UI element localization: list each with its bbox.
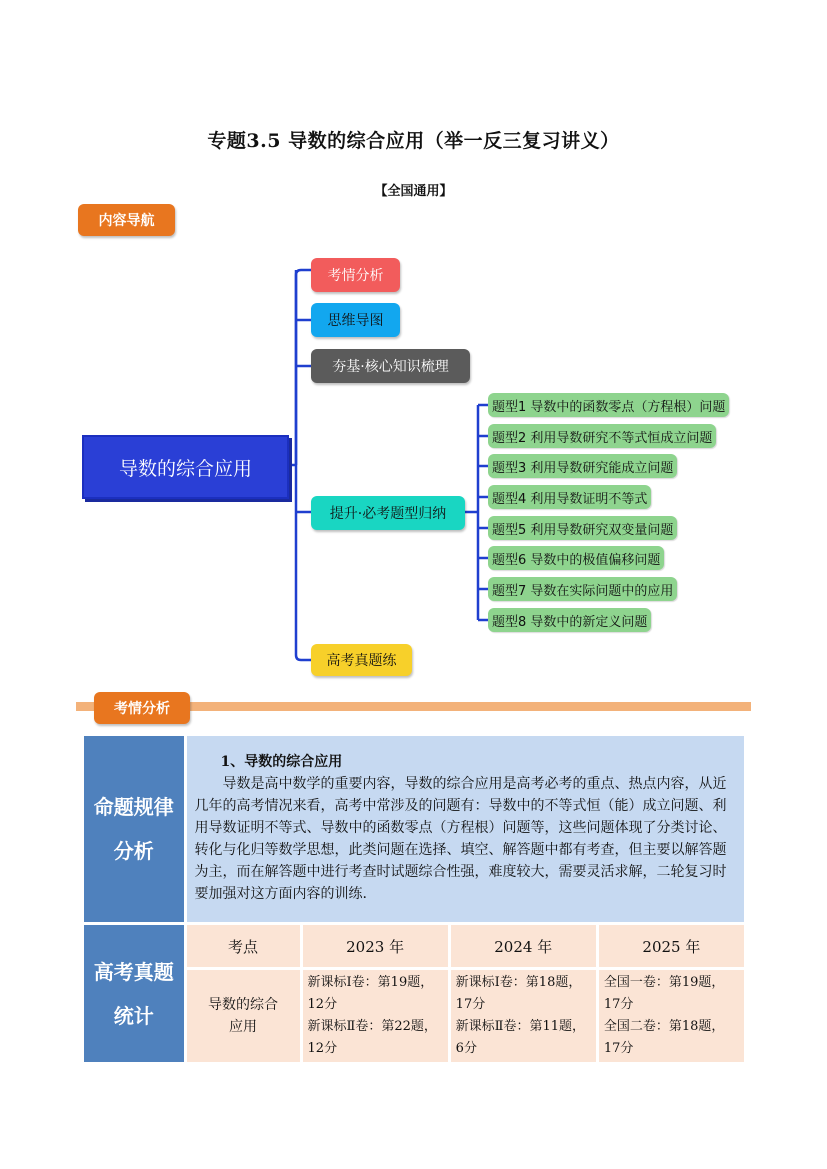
leaf-question-type-2: 题型2 利用导数研究不等式恒成立问题 [488, 424, 716, 448]
analysis-body: 导数是高中数学的重要内容，导数的综合应用是高考必考的重点、热点内容，从近几年的高考情况来看，高考中常涉及的问题有：导数中的不等式恒（能）成立问题、利用导数证明不等式、导数中的函数零点（方程根）问题等，这些问题体现了分类讨论、转化与化归等数学思想，此类问题在选择、填空、解答题中都有考查，但主要以解答题为主，而在解答题中进行考查时试题综合性强，难度较大，需要灵活求解，二轮复习时要加强对这方面内容的训练. [194, 776, 727, 902]
cell-line: 全国一卷：第19题， [603, 975, 725, 990]
page-subtitle: 【全国通用】 [374, 184, 453, 199]
content-nav-tag: 内容导航 [78, 204, 175, 236]
mindmap-root: 导数的综合应用 [82, 435, 289, 499]
cell-line: 新课标Ⅱ卷：第11题， [455, 1019, 586, 1034]
branch-exam-analysis: 考情分析 [311, 258, 400, 292]
header-topic: 考点 [187, 925, 300, 967]
topic-cell [187, 970, 300, 1062]
header-2023: 2023 年 [303, 925, 448, 967]
analysis-label-line-1: 命题规律 [93, 795, 174, 819]
analysis-table [81, 733, 747, 1065]
cell-line: 新课标Ⅰ卷：第19题， [307, 975, 434, 990]
header-2024: 2024 年 [451, 925, 596, 967]
branch-mind-map: 思维导图 [311, 303, 400, 337]
cell-line: 新课标Ⅱ卷：第22题， [307, 1019, 437, 1034]
leaf-question-type-7: 题型7 导数在实际问题中的应用 [488, 577, 677, 601]
cell-line: 全国二卷：第18题， [603, 1019, 725, 1034]
cell-line: 17分 [455, 997, 486, 1012]
page-title: 专题3.5 导数的综合应用（举一反三复习讲义） [207, 130, 620, 152]
stats-label-line-1: 高考真题 [93, 959, 174, 984]
leaf-question-type-3: 题型3 利用导数研究能成立问题 [488, 454, 677, 478]
branch-question-types: 提升·必考题型归纳 [311, 496, 465, 530]
table-row [84, 736, 744, 922]
cell-line: 12分 [307, 997, 338, 1012]
section-tag-exam-analysis: 考情分析 [94, 692, 190, 724]
leaf-question-type-4: 题型4 利用导数证明不等式 [488, 485, 651, 509]
stats-label [84, 925, 184, 1062]
cell-line: 新课标Ⅰ卷：第18题， [455, 975, 582, 990]
cell-line: 12分 [307, 1041, 338, 1056]
analysis-heading: 1、导数的综合应用 [220, 754, 343, 770]
leaf-question-type-1: 题型1 导数中的函数零点（方程根）问题 [488, 393, 729, 417]
cell-2024 [451, 970, 596, 1062]
branch-core-knowledge: 夯基·核心知识梳理 [311, 349, 470, 383]
cell-line: 17分 [603, 997, 634, 1012]
header-2025: 2025 年 [599, 925, 744, 967]
stats-label-line-2: 统计 [113, 1003, 154, 1028]
cell-line: 17分 [603, 1041, 634, 1056]
cell-2025 [599, 970, 744, 1062]
table-row [84, 925, 744, 967]
analysis-label [84, 736, 184, 922]
topic-line: 应用 [229, 1019, 258, 1035]
analysis-label-line-2: 分析 [113, 839, 154, 863]
topic-line: 导数的综合 [208, 997, 279, 1013]
leaf-question-type-5: 题型5 利用导数研究双变量问题 [488, 516, 677, 540]
leaf-question-type-6: 题型6 导数中的极值偏移问题 [488, 546, 664, 570]
cell-2023 [303, 970, 448, 1062]
leaf-question-type-8: 题型8 导数中的新定义问题 [488, 608, 651, 632]
branch-real-exam: 高考真题练 [311, 644, 412, 676]
cell-line: 6分 [455, 1041, 477, 1056]
analysis-content [187, 736, 744, 922]
